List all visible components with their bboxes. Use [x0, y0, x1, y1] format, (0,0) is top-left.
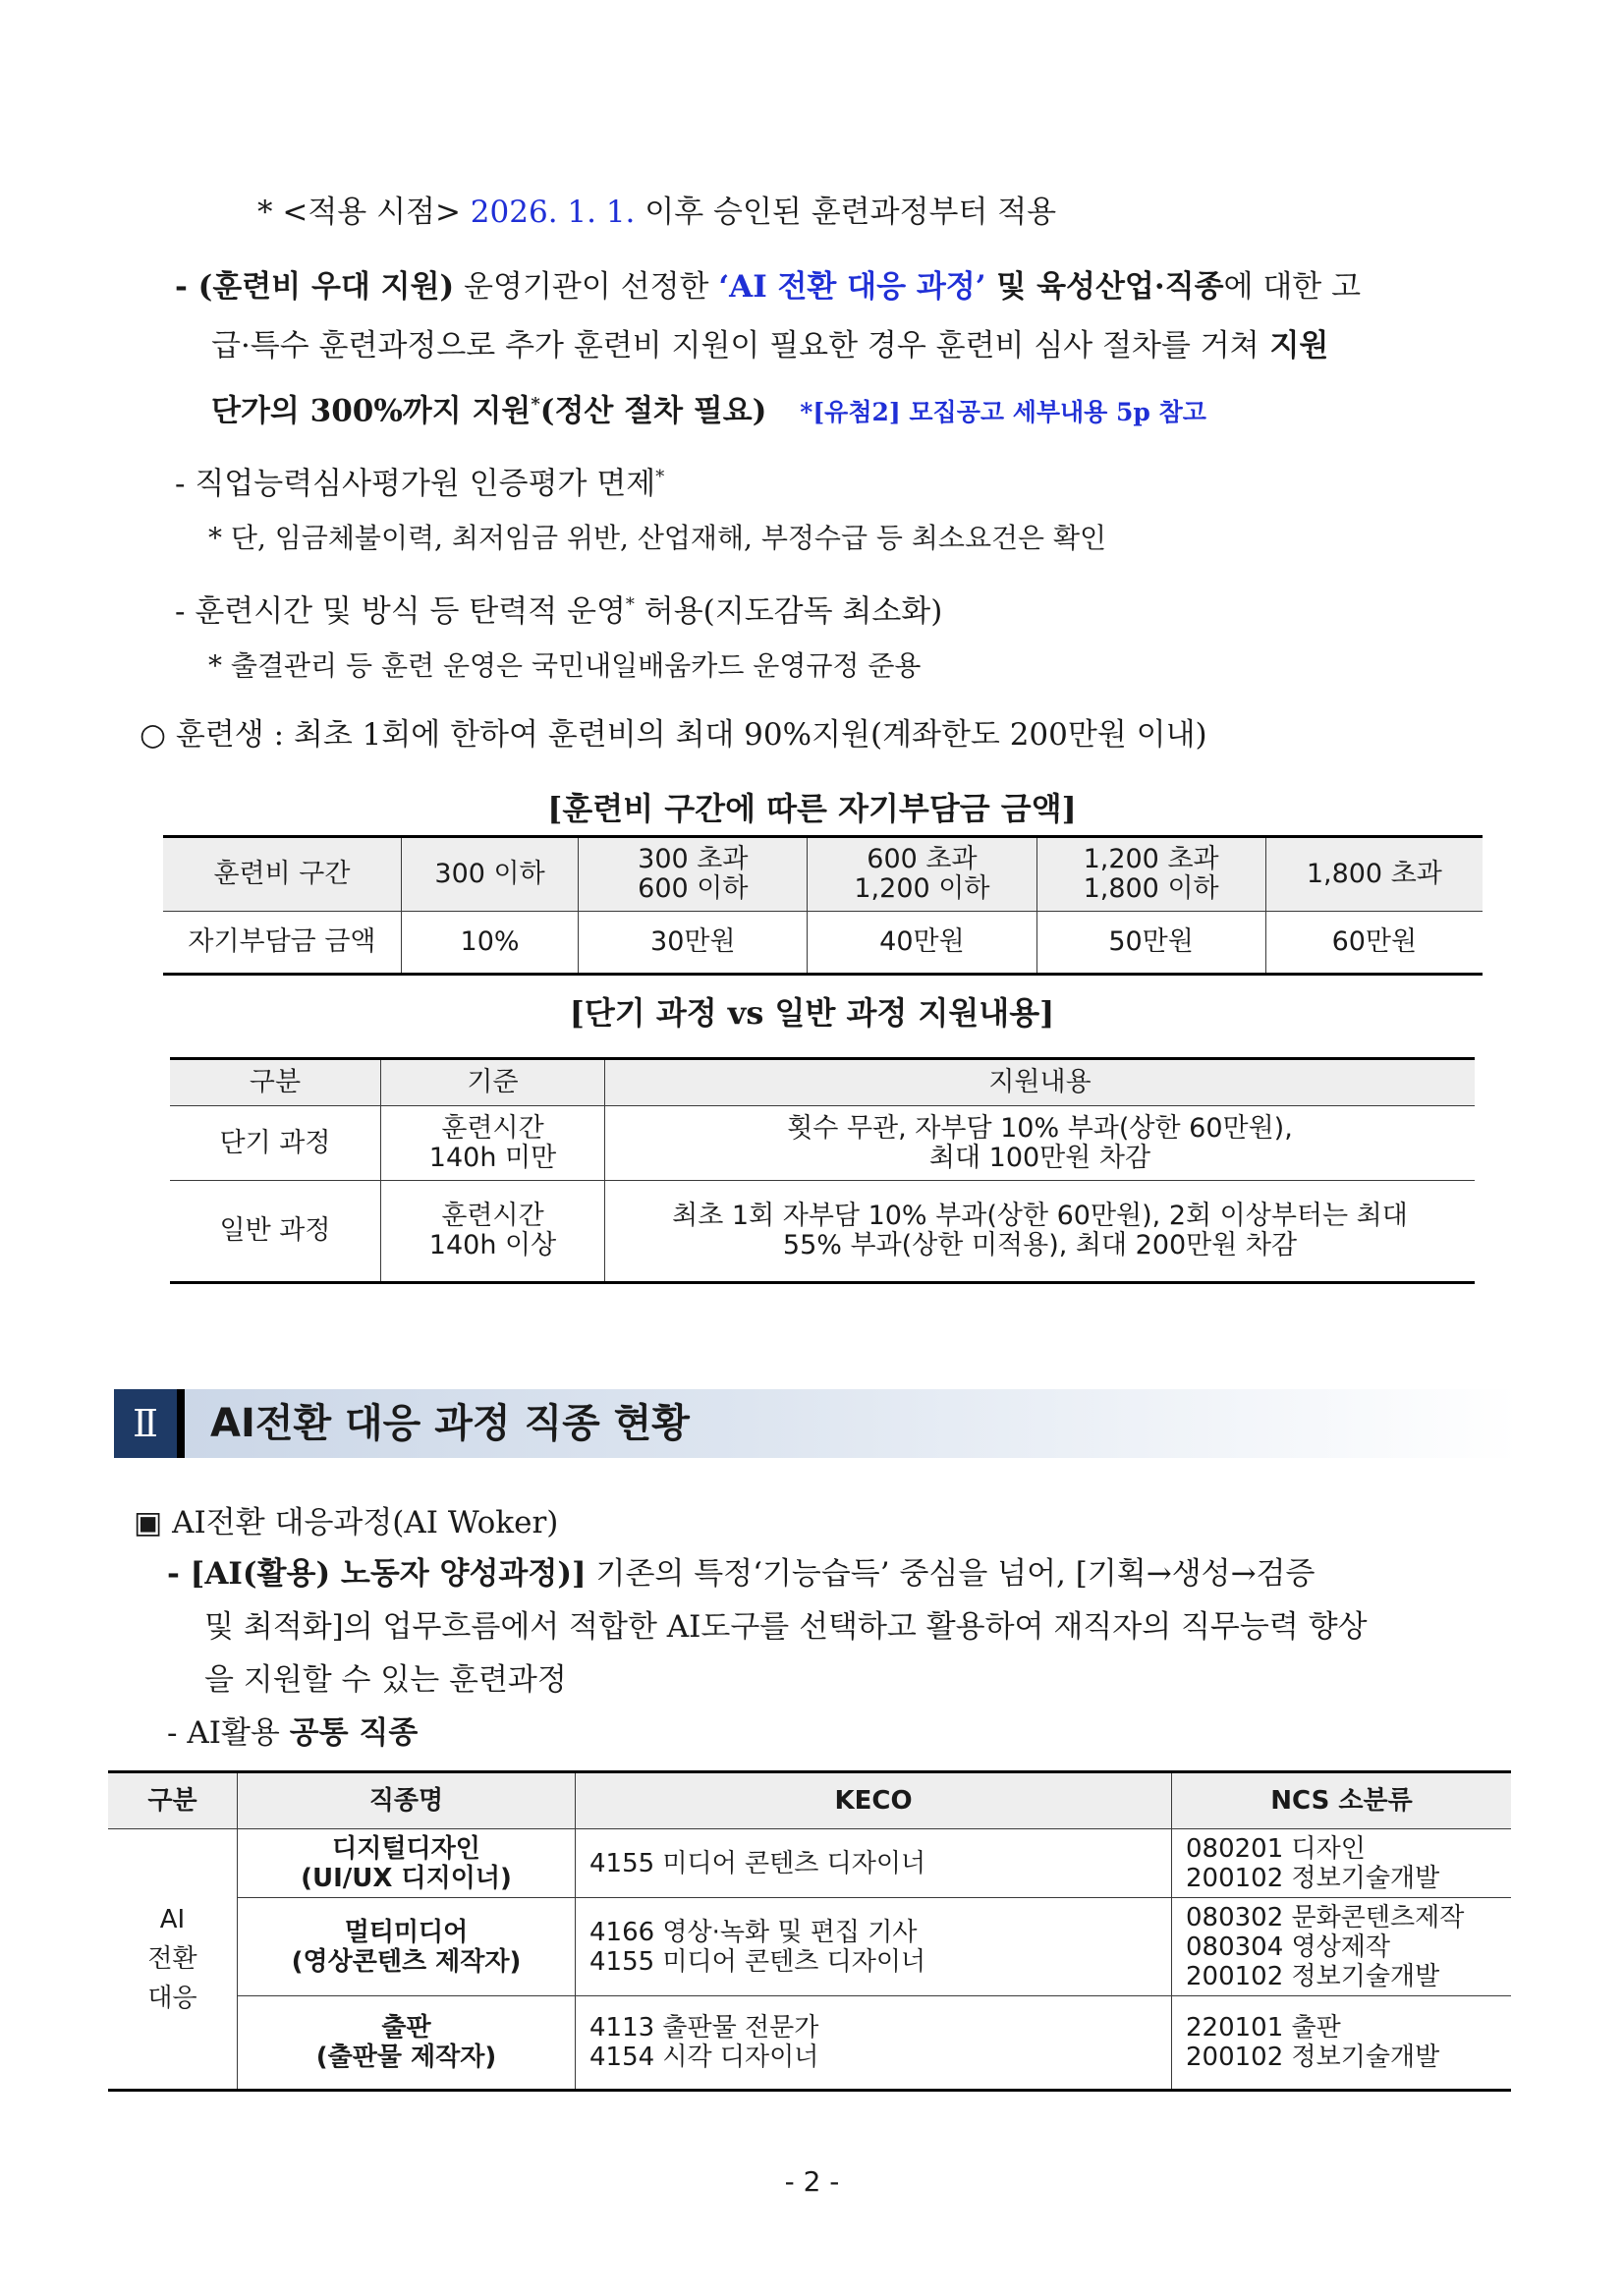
table2-header-cell: 기준 [381, 1059, 605, 1106]
item-exemption-text: - 직업능력심사평가원 인증평가 면제 [175, 466, 656, 502]
item-exemption-note: * 단, 임금체불이력, 최저임금 위반, 산업재해, 부정수급 등 최소요건은 확인 [208, 522, 1107, 554]
table3-ncs: 080302 문화콘텐츠제작 080304 영상제작 200102 정보기술개발 [1172, 1898, 1512, 1996]
preferential-line2-bold: 지원 [1259, 328, 1329, 364]
preferential-line-1 [175, 267, 1361, 307]
item-flexible [175, 586, 942, 631]
page-number: - 2 - [784, 2165, 840, 2198]
trainee-support-line: ○ 훈련생 : 최초 1회에 한하여 훈련비의 최대 90%지원(계좌한도 200만원 이내) [140, 717, 1207, 753]
preferential-line3-rest: (정산 절차 필요) [539, 393, 767, 429]
item-flexible-after: 허용(지도감독 최소화) [634, 593, 943, 630]
table3-keco: 4155 미디어 콘텐츠 디자이너 [576, 1829, 1172, 1898]
ai-desc-line-3: 을 지원할 수 있는 훈련과정 [204, 1662, 567, 1698]
preferential-line-3 [211, 385, 1206, 432]
footnote-star: * [625, 594, 635, 615]
industry-highlight: 육성산업·직종 [1036, 269, 1224, 305]
ai-jobs-table [108, 1770, 1511, 2092]
course-comparison-table [170, 1057, 1475, 1284]
preferential-text1: 운영기관이 선정한 [454, 269, 719, 305]
ai-desc-line-2: 및 최적화]의 업무흐름에서 적합한 AI도구를 선택하고 활용하여 재직자의 직무능력 향상 [204, 1609, 1368, 1645]
table3-header-cell: 구분 [108, 1772, 238, 1829]
table1-cell: 40만원 [808, 912, 1036, 975]
table2-cell: 횟수 무관, 자부담 10% 부과(상한 60만원), 최대 100만원 차감 [605, 1106, 1476, 1181]
table3-group-cell: AI 전환 대응 [108, 1829, 238, 2091]
ai-common-bold: 공통 직종 [289, 1715, 419, 1751]
apply-prefix: * <적용 시점> [257, 195, 471, 230]
preferential-line2-text: 급·특수 훈련과정으로 추가 훈련비 지원이 필요한 경우 훈련비 심사 절차를 거쳐 [211, 328, 1260, 364]
table1-header-cell: 300 이하 [401, 837, 578, 912]
apply-rest: 이후 승인된 훈련과정부터 적용 [635, 195, 1057, 230]
table1-cell: 자기부담금 금액 [163, 912, 401, 975]
table2-header-row [170, 1059, 1475, 1106]
section-number: Ⅱ [114, 1389, 185, 1458]
self-pay-table [163, 835, 1483, 976]
table2-header-cell: 지원내용 [605, 1059, 1476, 1106]
preferential-and: 및 [985, 269, 1037, 305]
table1-header-cell: 300 초과 600 이하 [579, 837, 808, 912]
table1-cell: 60만원 [1265, 912, 1483, 975]
table3-header-cell: 직종명 [238, 1772, 576, 1829]
table1-header-cell: 훈련비 구간 [163, 837, 401, 912]
ai-desc-bold: - [AI(활용) 노동자 양성과정)] [167, 1556, 587, 1592]
attachment-reference: *[유첨2] 모집공고 세부내용 5p 참고 [800, 398, 1206, 427]
ai-desc-line-1 [167, 1554, 1315, 1594]
table1-header-cell: 1,800 초과 [1265, 837, 1483, 912]
table1-cell: 10% [401, 912, 578, 975]
table3-header-cell: KECO [576, 1772, 1172, 1829]
table2-cell: 단기 과정 [170, 1106, 381, 1181]
table2-cell: 최초 1회 자부담 10% 부과(상한 60만원), 2회 이상부터는 최대 55% 부과(상한 미적용), 최대 200만원 차감 [605, 1181, 1476, 1283]
table2-caption: [단기 과정 vs 일반 과정 지원내용] [569, 994, 1055, 1032]
table3-row [108, 1996, 1511, 2091]
table1-cell: 30만원 [579, 912, 808, 975]
table3-job-name: 출판 (출판물 제작자) [238, 1996, 576, 2091]
table3-header-cell: NCS 소분류 [1172, 1772, 1512, 1829]
preferential-text2: 에 대한 고 [1223, 269, 1362, 305]
item-flexible-note: * 출결관리 등 훈련 운영은 국민내일배움카드 운영규정 준용 [208, 649, 922, 682]
table3-job-name: 멀티미디어 (영상콘텐츠 제작자) [238, 1898, 576, 1996]
section-title: AI전환 대응 과정 직종 현황 [210, 1401, 690, 1446]
item-flexible-text: - 훈련시간 및 방식 등 탄력적 운영 [175, 593, 626, 630]
footnote-star: * [655, 467, 665, 487]
ai-common-jobs-line [167, 1713, 418, 1753]
table1-row [163, 912, 1483, 975]
table3-ncs: 220101 출판 200102 정보기술개발 [1172, 1996, 1512, 2091]
apply-date: 2026. 1. 1. [470, 195, 636, 230]
apply-timing-note [257, 193, 1056, 232]
table3-job-name: 디지털디자인 (UI/UX 디지이너) [238, 1829, 576, 1898]
preferential-lead: - (훈련비 우대 지원) [175, 269, 455, 305]
table1-header-row [163, 837, 1483, 912]
item-exemption [175, 458, 664, 503]
table1-cell: 50만원 [1036, 912, 1265, 975]
table3-header-row [108, 1772, 1511, 1829]
preferential-line3-bold: 단가의 300%까지 지원 [211, 393, 532, 429]
table2-header-cell: 구분 [170, 1059, 381, 1106]
table3-row [108, 1898, 1511, 1996]
table1-caption: [훈련비 구간에 따른 자기부담금 금액] [547, 790, 1077, 827]
table1-header-cell: 1,200 초과 1,800 이하 [1036, 837, 1265, 912]
table3-ncs: 080201 디자인 200102 정보기술개발 [1172, 1829, 1512, 1898]
table3-keco: 4166 영상·녹화 및 편집 기사 4155 미디어 콘텐츠 디자이너 [576, 1898, 1172, 1996]
preferential-line-2 [211, 326, 1328, 365]
footnote-star: * [531, 394, 540, 415]
table2-row [170, 1106, 1475, 1181]
table3-keco: 4113 출판물 전문가 4154 시각 디자이너 [576, 1996, 1172, 2091]
table1-header-cell: 600 초과 1,200 이하 [808, 837, 1036, 912]
table2-cell: 일반 과정 [170, 1181, 381, 1283]
table2-cell: 훈련시간 140h 이상 [381, 1181, 605, 1283]
table3-row [108, 1829, 1511, 1898]
ai-course-highlight: ‘AI 전환 대응 과정’ [718, 269, 986, 305]
ai-common-prefix: - AI활용 [167, 1715, 290, 1751]
ai-course-heading: ▣ AI전환 대응과정(AI Woker) [134, 1505, 559, 1540]
table2-cell: 훈련시간 140h 미만 [381, 1106, 605, 1181]
ai-desc-rest: 기존의 특정‘기능습득’ 중심을 넘어, [기획→생성→검증 [586, 1556, 1316, 1592]
table2-row [170, 1181, 1475, 1283]
